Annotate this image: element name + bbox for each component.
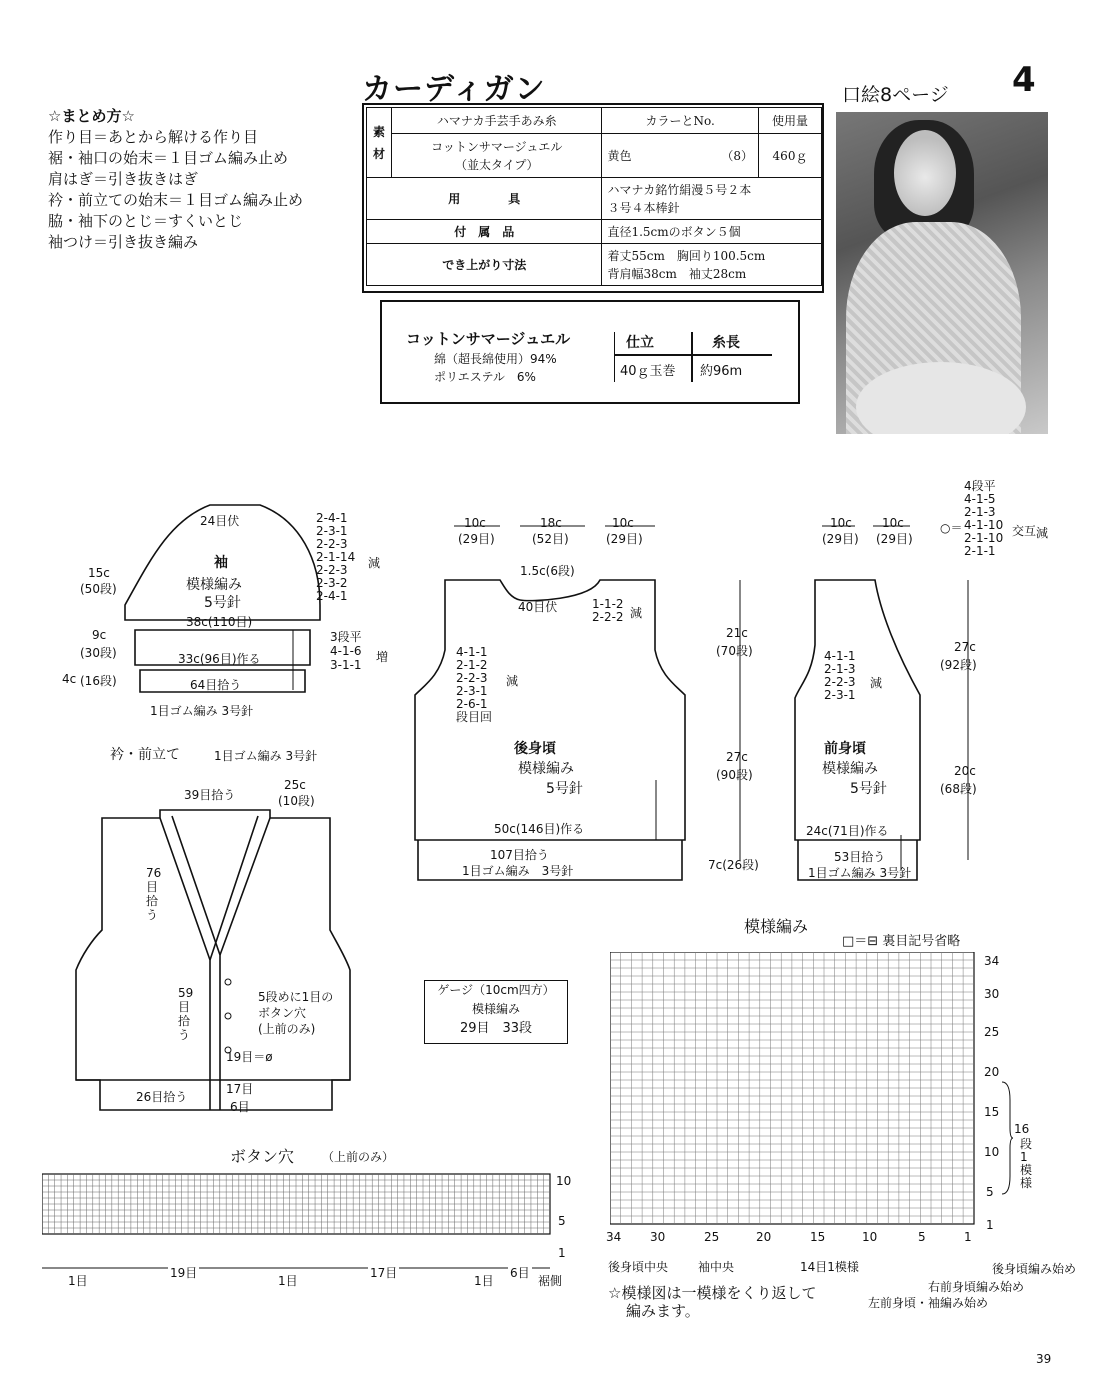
- howto-line: 裾・袖口の始末＝１目ゴム編み止め: [48, 149, 289, 167]
- pattern-chart-grid: [610, 952, 976, 1226]
- sleeve-dec: 2-4-1 2-3-1 2-2-3 2-1-14 2-2-3 2-3-2 2-4-1: [316, 511, 356, 603]
- chart-col-tick: 25: [704, 1230, 720, 1244]
- chart-row-tick: 15: [984, 1105, 1000, 1119]
- buttonhole-subtitle: （上前のみ）: [322, 1150, 395, 1164]
- front-neck-alt: 交互: [1012, 524, 1037, 538]
- front-w-left-b: (29目): [822, 532, 859, 546]
- sleeve-inc: 3段平 4-1-6 3-1-1: [330, 630, 362, 672]
- front-h2: 20c: [954, 764, 976, 778]
- sleeve-needle: 5号針: [204, 595, 241, 611]
- size-value: 着丈55cm 胸回り100.5cm: [607, 248, 766, 263]
- sleeve-rib: 1目ゴム編み 3号針: [150, 704, 254, 718]
- chart-mark: 右前身頃編み始め: [928, 1280, 1025, 1294]
- material-label: 素: [372, 124, 385, 139]
- chart-note: ☆模様図は一模様をくり返して: [608, 1284, 817, 1302]
- front-neck-dec: 4段平 4-1-5 2-1-3 4-1-10 2-1-10 2-1-1: [964, 479, 1004, 558]
- gauge-box: [424, 980, 568, 1044]
- bh-dim: 裾側: [538, 1274, 563, 1288]
- yarn-name: コットンサマージュエル: [431, 139, 563, 154]
- back-neck: 1.5c(6段): [520, 564, 575, 578]
- back-title: 後身頃: [514, 741, 556, 757]
- parts-label: 付 属 品: [367, 220, 602, 244]
- collar-pick-top: 39目拾う: [184, 788, 236, 802]
- col-amount-header: 使用量: [759, 108, 822, 134]
- front-rib: 1目ゴム編み 3号針: [808, 866, 912, 880]
- chart-col-tick: 34: [606, 1230, 622, 1244]
- chart-col-tick: 30: [650, 1230, 666, 1244]
- collar-pick-lower: 59目拾う: [178, 986, 194, 1042]
- chart-repeat-brace: [1000, 1080, 1014, 1196]
- sleeve-w2: 33c(96目)作る: [178, 652, 261, 666]
- sleeve-h2b: (30段): [80, 646, 117, 660]
- chart-col-tick: 15: [810, 1230, 826, 1244]
- tools-label: 用 具: [367, 178, 602, 220]
- size-label: でき上がり寸法: [367, 244, 602, 286]
- pattern-number: 4: [1012, 60, 1036, 100]
- front-w1: 24c(71目)作る: [806, 824, 889, 838]
- back-h1: 21c: [726, 626, 748, 640]
- bh-dim: 6目: [510, 1266, 530, 1280]
- collar-hole-note: ボタン穴: [258, 1006, 307, 1020]
- buttonhole-title: ボタン穴: [230, 1147, 295, 1166]
- chart-col-tick: 10: [862, 1230, 878, 1244]
- yarn-fiber: 綿（超長綿使用）94%: [434, 352, 557, 366]
- back-needle: 5号針: [546, 781, 583, 797]
- front-neck-prefix: ○＝: [940, 521, 963, 535]
- front-neck-label: 減: [1036, 526, 1049, 540]
- collar-hole-note: (上前のみ): [258, 1022, 316, 1036]
- back-w2: 107目拾う: [490, 848, 549, 862]
- back-h3: 7c(26段): [708, 858, 759, 872]
- parts-value: 直径1.5cmのボタン５個: [602, 220, 822, 244]
- back-w-left-b: (29目): [458, 532, 495, 546]
- howto-line: 袖つけ＝引き抜き編み: [48, 233, 199, 251]
- materials-table: [366, 107, 822, 286]
- howto-line: 肩はぎ＝引き抜きはぎ: [48, 170, 199, 188]
- sleeve-top: 24目伏: [200, 514, 240, 528]
- back-h2: 27c: [726, 750, 748, 764]
- back-w-left: 10c: [464, 516, 486, 530]
- yarn-val: 40ｇ玉巻: [620, 364, 676, 379]
- sleeve-h2: 9c: [92, 628, 107, 642]
- collar-n6: 6目: [230, 1100, 250, 1114]
- front-h1: 27c: [954, 640, 976, 654]
- chart-mark: 袖中央: [698, 1260, 735, 1274]
- sleeve-pattern: 模様編み: [186, 577, 242, 593]
- back-arm-dec-label: 減: [506, 674, 519, 688]
- chart-title: 模様編み: [744, 917, 809, 936]
- yarn-color-no: （8）: [721, 149, 753, 163]
- chart-row-tick: 25: [984, 1025, 1000, 1039]
- chart-mark: 後身頃中央: [608, 1260, 669, 1274]
- sleeve-w1: 38c(110目): [186, 615, 253, 629]
- howto-line: 作り目＝あとから解ける作り目: [48, 128, 259, 146]
- collar-hole-note: 5段めに1目の: [258, 990, 334, 1004]
- size-value: 背肩幅38cm 袖丈28cm: [607, 266, 747, 281]
- chart-row-tick: 1: [986, 1218, 994, 1232]
- sleeve-h1: 15c: [88, 566, 110, 580]
- howto-line: 衿・前立ての始末＝１目ゴム編み止め: [48, 191, 304, 209]
- collar-top-len-b: (10段): [278, 794, 315, 808]
- front-h1b: (92段): [940, 658, 977, 672]
- yarn-col: 糸長: [712, 335, 740, 351]
- yarn-col: 仕立: [626, 335, 654, 351]
- back-w1: 50c(146目)作る: [494, 822, 585, 836]
- front-pattern: 模様編み: [822, 761, 878, 777]
- front-w-right: 10c: [882, 516, 904, 530]
- collar-title: 衿・前立て: [110, 747, 180, 763]
- finishing-instructions: [48, 106, 303, 253]
- chart-col-tick: 20: [756, 1230, 772, 1244]
- back-neck-dec-label: 減: [630, 606, 643, 620]
- chart-mark: 後身頃編み始め: [992, 1262, 1077, 1276]
- collar-pick-left: 76目拾う: [146, 866, 162, 922]
- chart-row-tick: 34: [984, 954, 1000, 968]
- gauge-title: ゲージ（10cm四方）: [437, 983, 555, 997]
- buttonhole-grid: [42, 1172, 552, 1252]
- chart-repeat-label: 段1模様: [1020, 1137, 1033, 1190]
- back-w-right: 10c: [612, 516, 634, 530]
- bh-dim: 19目: [170, 1266, 198, 1280]
- bh-row-tick: 10: [556, 1174, 572, 1188]
- collar-n17: 17目: [226, 1082, 254, 1096]
- tools-value: ハマナカ銘竹絹漫５号２本: [607, 182, 752, 197]
- yarn-fiber: ポリエステル 6%: [434, 370, 536, 384]
- yarn-color: 黄色: [607, 149, 632, 163]
- sleeve-h1b: (50段): [80, 582, 117, 596]
- back-neck-dec: 1-1-2 2-2-2: [592, 597, 624, 624]
- yarn-val: 約96m: [700, 364, 743, 379]
- front-needle: 5号針: [850, 781, 887, 797]
- front-w-right-b: (29目): [876, 532, 913, 546]
- sleeve-dec-label: 減: [368, 556, 381, 570]
- photo-page-ref: 口絵8ページ: [842, 84, 949, 106]
- howto-line: 脇・袖下のとじ＝すくいとじ: [48, 212, 244, 230]
- front-arm-label: 減: [870, 676, 883, 690]
- chart-mark: 左前身頃・袖編み始め: [868, 1296, 989, 1310]
- collar-n19: 19目＝ø: [226, 1050, 273, 1064]
- yarn-amount: 460ｇ: [759, 134, 822, 178]
- collar-top-len: 25c: [284, 778, 306, 792]
- front-arm-dec: 4-1-1 2-1-3 2-2-3 2-3-1: [824, 649, 856, 702]
- yarn-type: （並太タイプ）: [454, 157, 539, 172]
- bh-dim: 1目: [474, 1274, 494, 1288]
- collar-title-note: 1目ゴム編み 3号針: [214, 749, 318, 763]
- chart-col-tick: 5: [918, 1230, 926, 1244]
- back-w-right-b: (29目): [606, 532, 643, 546]
- tools-value: ３号４本棒針: [607, 200, 680, 215]
- front-h2b: (68段): [940, 782, 977, 796]
- back-arm-dec: 4-1-1 2-1-2 2-2-3 2-3-1 2-6-1 段目回: [456, 645, 493, 724]
- collar-diagram: [60, 780, 370, 1120]
- front-title: 前身頃: [824, 741, 866, 757]
- col-yarn-header: ハマナカ手芸手あみ糸: [392, 108, 602, 134]
- back-rib: 1目ゴム編み 3号針: [462, 864, 574, 878]
- back-bind: 40目伏: [518, 600, 558, 614]
- sleeve-w3: 64目拾う: [190, 678, 242, 692]
- chart-row-tick: 20: [984, 1065, 1000, 1079]
- chart-note: 編みます。: [626, 1302, 700, 1320]
- model-photo: [836, 112, 1048, 434]
- back-w-mid-b: (52目): [532, 532, 569, 546]
- howto-heading: ☆まとめ方☆: [48, 107, 135, 125]
- gauge-value: 29目 33段: [459, 1021, 533, 1036]
- yarn-info-box: [380, 300, 800, 404]
- front-w2: 53目拾う: [834, 850, 886, 864]
- sleeve-title: 袖: [214, 555, 228, 571]
- yarn-box-name: コットンサマージュエル: [406, 330, 571, 348]
- gauge-pattern: 模様編み: [471, 1002, 520, 1016]
- bh-dim: 17目: [370, 1266, 398, 1280]
- page-title: カーディガン: [362, 72, 546, 107]
- chart-col-tick: 1: [964, 1230, 972, 1244]
- chart-row-tick: 10: [984, 1145, 1000, 1159]
- chart-row-tick: 5: [986, 1185, 994, 1199]
- bh-dim: 1目: [68, 1274, 88, 1288]
- back-h1b: (70段): [716, 644, 753, 658]
- bh-row-tick: 1: [558, 1246, 566, 1260]
- front-w-left: 10c: [830, 516, 852, 530]
- back-w-mid: 18c: [540, 516, 562, 530]
- material-label: 材: [372, 146, 385, 161]
- sleeve-h3: 4c: [62, 672, 77, 686]
- chart-repeat-label: 16: [1014, 1122, 1030, 1136]
- back-h2b: (90段): [716, 768, 753, 782]
- collar-pick-bottom: 26目拾う: [136, 1090, 188, 1104]
- chart-row-tick: 30: [984, 987, 1000, 1001]
- chart-col-repeat: 14目1模様: [800, 1260, 859, 1274]
- back-pattern: 模様編み: [518, 761, 574, 777]
- sleeve-h3b: (16段): [80, 674, 117, 688]
- page-number: 39: [1036, 1352, 1052, 1366]
- bh-row-tick: 5: [558, 1214, 566, 1228]
- sleeve-inc-label: 増: [376, 650, 389, 664]
- chart-legend: □＝⊟ 裏目記号省略: [842, 934, 961, 949]
- col-color-header: カラーとNo.: [602, 108, 759, 134]
- bh-dim: 1目: [278, 1274, 298, 1288]
